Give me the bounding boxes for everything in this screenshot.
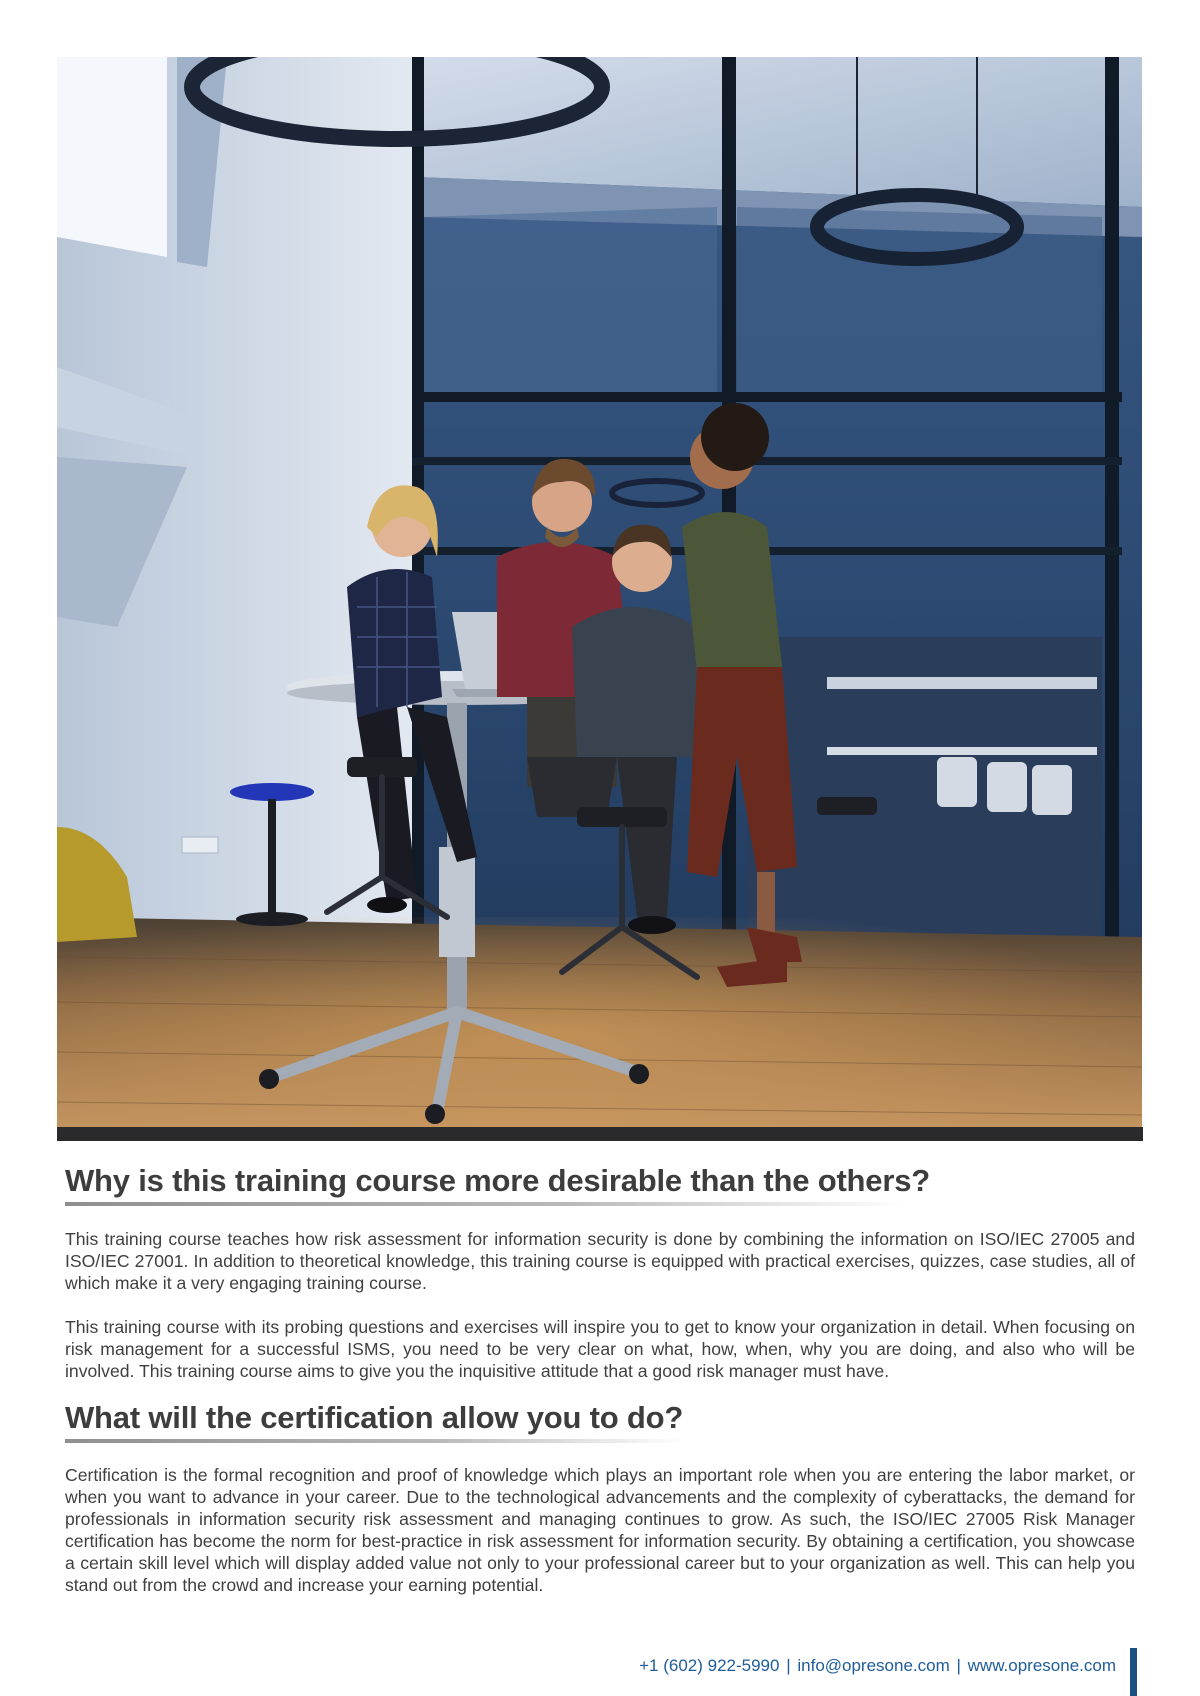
- footer-website[interactable]: www.opresone.com: [967, 1656, 1116, 1675]
- office-scene-illustration: [57, 57, 1142, 1127]
- footer-contact-line: [639, 1656, 1116, 1676]
- section-heading-underline: [65, 1202, 905, 1206]
- hero-photo: [57, 57, 1142, 1127]
- paragraph-course-overview: This training course teaches how risk assessment for information security is done by combining the information on ISO/IEC 27005 and ISO/IEC 27001. In addition to theoretical knowledge, this training course is equipped with practical exercises, quizzes, case studies, all of which make it a very engaging training course.: [65, 1229, 1135, 1293]
- section-heading-why-this-course: Why is this training course more desirable than the others?: [65, 1163, 930, 1198]
- section-heading-underline: [65, 1439, 685, 1443]
- footer-phone[interactable]: +1 (602) 922-5990: [639, 1656, 780, 1675]
- footer-email[interactable]: info@opresone.com: [797, 1656, 950, 1675]
- paragraph-certification-benefits: Certification is the formal recognition and proof of knowledge which plays an important role when you are entering the labor market, or when you want to advance in your career. Due to the technological advancements and the complexity of cyberattacks, the demand for professionals in information security risk assessment and managing continues to grow. As such, the ISO/IEC 27005 Risk Manager certification has become the norm for best-practice in risk assessment for information security. By obtaining a certification, you showcase a certain skill level which will display added value not only to your professional career but to your organization as well. This can help you stand out from the crowd and increase your earning potential.: [65, 1465, 1135, 1595]
- footer-separator: |: [956, 1656, 961, 1675]
- photo-caption-bar: [57, 1127, 1143, 1141]
- section-heading-certification: What will the certification allow you to do?: [65, 1400, 684, 1435]
- footer-separator: |: [786, 1656, 791, 1675]
- footer-accent-bar: [1130, 1648, 1137, 1696]
- paragraph-course-inquiry: This training course with its probing questions and exercises will inspire you to get to know your organization in detail. When focusing on risk management for a successful ISMS, you need to be very clear on what, how, when, why you are doing, and also who will be involved. This training course aims to give you the inquisitive attitude that a good risk manager must have.: [65, 1317, 1135, 1381]
